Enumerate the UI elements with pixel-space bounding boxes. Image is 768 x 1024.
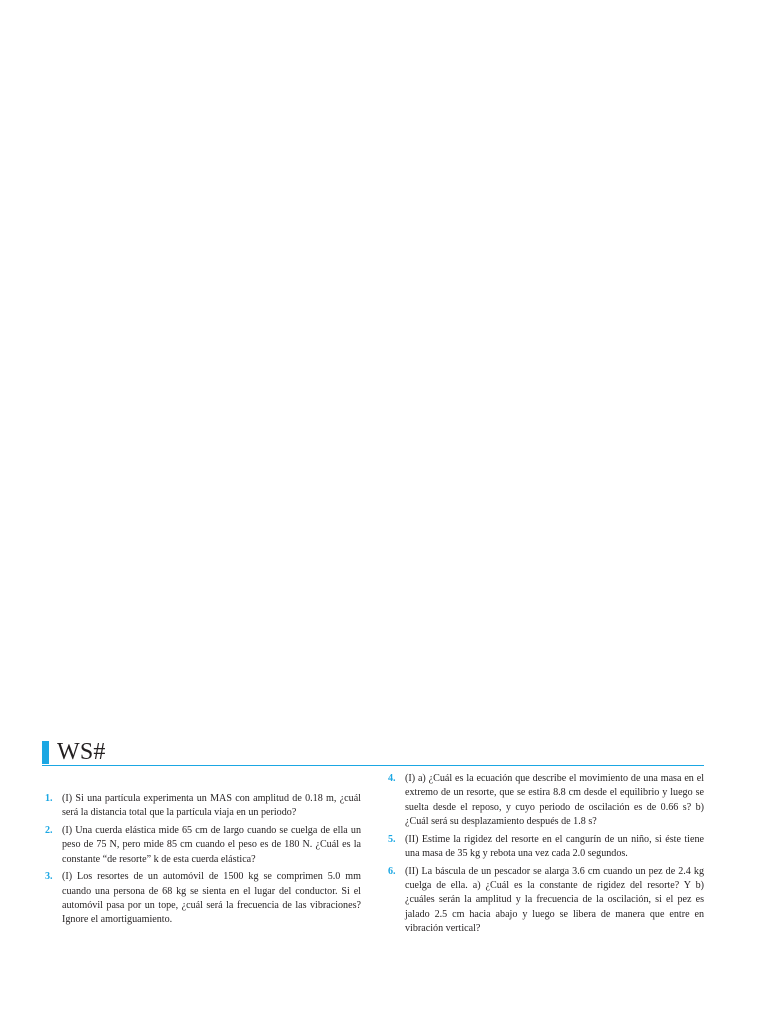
right-column bbox=[388, 772, 704, 940]
header-rule bbox=[42, 765, 704, 766]
problem-item bbox=[388, 865, 704, 936]
problem-number: 4. bbox=[388, 773, 396, 784]
problem-item bbox=[45, 792, 361, 821]
problem-text: (I) Si una partícula experimenta un MAS con amplitud de 0.18 m, ¿cuál será la distancia total que la partícula viaja en un periodo? bbox=[62, 793, 361, 819]
section-title: WS# bbox=[57, 739, 106, 765]
problem-item bbox=[388, 833, 704, 862]
left-column bbox=[45, 792, 361, 931]
problem-number: 1. bbox=[45, 793, 53, 804]
problem-text: (II) La báscula de un pescador se alarga 3.6 cm cuando un pez de 2.4 kg cuelga de ella. a) ¿Cuál es la constante de rigidez del resorte? Y b) ¿cuáles serán la amplitud y la frecuencia de la oscilación, si el pez es jalado 2.5 cm hacia abajo y luego se libera de manera que entre en vibración vertical? bbox=[405, 865, 704, 934]
problem-text: (II) Estime la rigidez del resorte en el cangurín de un niño, si éste tiene una masa de 35 kg y rebota una vez cada 2.0 segundos. bbox=[405, 833, 704, 859]
problem-item bbox=[388, 772, 704, 829]
problem-text: (I) a) ¿Cuál es la ecuación que describe el movimiento de una masa en el extremo de un resorte, que se estira 8.8 cm desde el equilibrio y luego se suelta desde el reposo, y cuyo periodo de oscilación es de 0.66 s? b) ¿Cuál será su desplazamiento después de 1.8 s? bbox=[405, 773, 704, 827]
problem-text: (I) Una cuerda elástica mide 65 cm de largo cuando se cuelga de ella un peso de 75 N, pero mide 85 cm cuando el peso es de 180 N. ¿Cuál es la constante “de resorte” k de esta cuerda elástica? bbox=[62, 825, 361, 865]
section-header bbox=[42, 738, 704, 768]
accent-bar bbox=[42, 741, 49, 764]
problem-text: (I) Los resortes de un automóvil de 1500 kg se comprimen 5.0 mm cuando una persona de 68 kg se sienta en el lugar del conductor. Si el automóvil pasa por un tope, ¿cuál será la frecuencia de las vibraciones? Ignore el amortiguamiento. bbox=[62, 871, 361, 926]
problem-number: 3. bbox=[45, 871, 53, 883]
problem-number: 5. bbox=[388, 833, 396, 845]
problem-item bbox=[45, 824, 361, 867]
problem-number: 6. bbox=[388, 865, 396, 877]
problem-item bbox=[45, 870, 361, 927]
problem-number: 2. bbox=[45, 825, 53, 837]
